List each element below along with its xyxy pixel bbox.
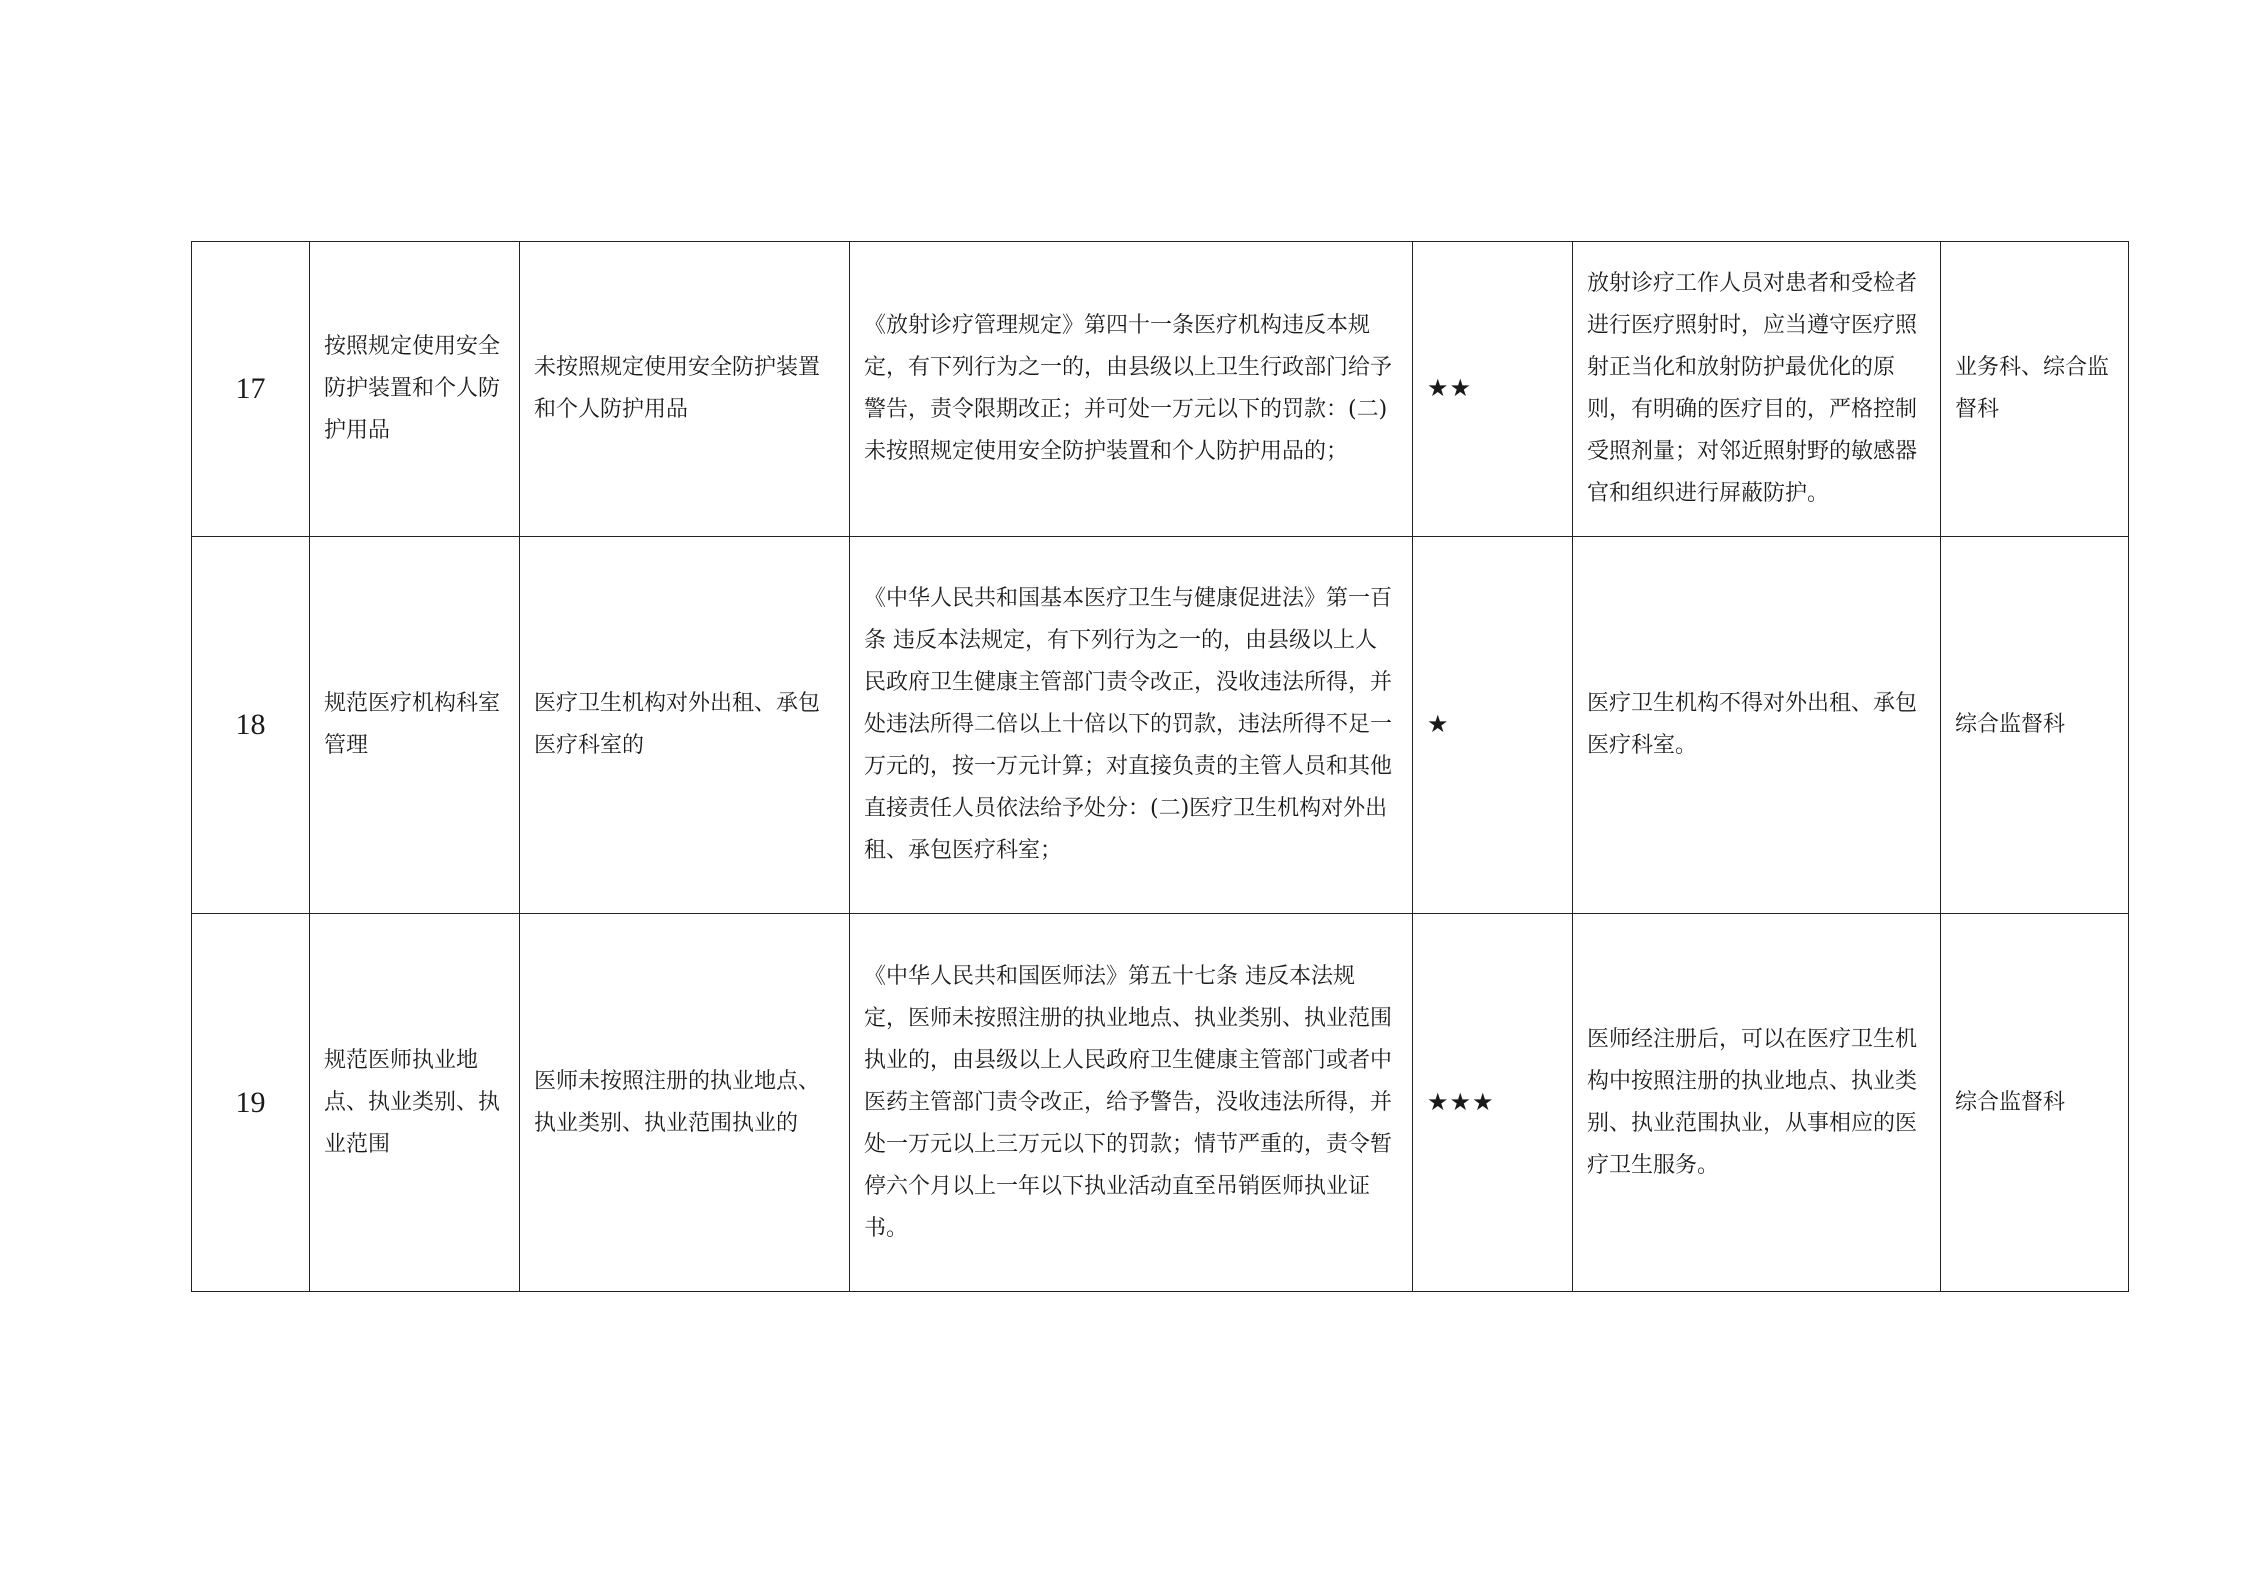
star-icon: ★	[1427, 374, 1450, 402]
compliance-guidance: 医师经注册后，可以在医疗卫生机构中按照注册的执业地点、执业类别、执业范围执业，从事相应的医疗卫生服务。	[1573, 914, 1941, 1292]
regulation-table	[191, 241, 2129, 1292]
inspection-item: 按照规定使用安全防护装置和个人防护用品	[310, 242, 520, 537]
star-icon: ★	[1427, 710, 1450, 738]
violation-description: 未按照规定使用安全防护装置和个人防护用品	[520, 242, 850, 537]
star-icon: ★	[1449, 374, 1473, 402]
star-rating	[1427, 710, 1450, 738]
legal-basis: 《中华人民共和国基本医疗卫生与健康促进法》第一百条 违反本法规定，有下列行为之一的，由县级以上人民政府卫生健康主管部门责令改正，没收违法所得，并处违法所得二倍以上十倍以下的罚款，违法所得不足一万元的，按一万元计算；对直接负责的主管人员和其他直接责任人员依法给予处分：(二)医疗卫生机构对外出租、承包医疗科室；	[850, 537, 1413, 914]
star-icon: ★	[1472, 1087, 1495, 1116]
row-number: 19	[192, 914, 310, 1292]
inspection-item: 规范医疗机构科室管理	[310, 537, 520, 914]
responsible-department: 业务科、综合监督科	[1941, 242, 2129, 537]
star-icon: ★	[1427, 1087, 1450, 1116]
star-icon: ★	[1449, 1087, 1473, 1116]
legal-basis: 《中华人民共和国医师法》第五十七条 违反本法规定，医师未按照注册的执业地点、执业类别、执业范围执业的，由县级以上人民政府卫生健康主管部门或者中医药主管部门责令改正，给予警告，没收违法所得，并处一万元以上三万元以下的罚款；情节严重的，责令暂停六个月以上一年以下执业活动直至吊销医师执业证书。	[850, 914, 1413, 1292]
compliance-guidance: 放射诊疗工作人员对患者和受检者进行医疗照射时，应当遵守医疗照射正当化和放射防护最优化的原则，有明确的医疗目的，严格控制受照剂量；对邻近照射野的敏感器官和组织进行屏蔽防护。	[1573, 242, 1941, 537]
row-number: 17	[192, 242, 310, 537]
star-rating	[1427, 1088, 1495, 1116]
violation-description: 医师未按照注册的执业地点、执业类别、执业范围执业的	[520, 914, 850, 1292]
violation-description: 医疗卫生机构对外出租、承包医疗科室的	[520, 537, 850, 914]
legal-basis: 《放射诊疗管理规定》第四十一条医疗机构违反本规定，有下列行为之一的，由县级以上卫生行政部门给予警告，责令限期改正；并可处一万元以下的罚款：(二)未按照规定使用安全防护装置和个人防护用品的；	[850, 242, 1413, 537]
table-row	[192, 537, 2129, 914]
table-row	[192, 914, 2129, 1292]
star-rating	[1427, 374, 1472, 402]
risk-level	[1413, 242, 1573, 537]
inspection-item: 规范医师执业地点、执业类别、执业范围	[310, 914, 520, 1292]
responsible-department: 综合监督科	[1941, 537, 2129, 914]
responsible-department: 综合监督科	[1941, 914, 2129, 1292]
risk-level	[1413, 537, 1573, 914]
risk-level	[1413, 914, 1573, 1292]
row-number: 18	[192, 537, 310, 914]
compliance-guidance: 医疗卫生机构不得对外出租、承包医疗科室。	[1573, 537, 1941, 914]
table-row	[192, 242, 2129, 537]
